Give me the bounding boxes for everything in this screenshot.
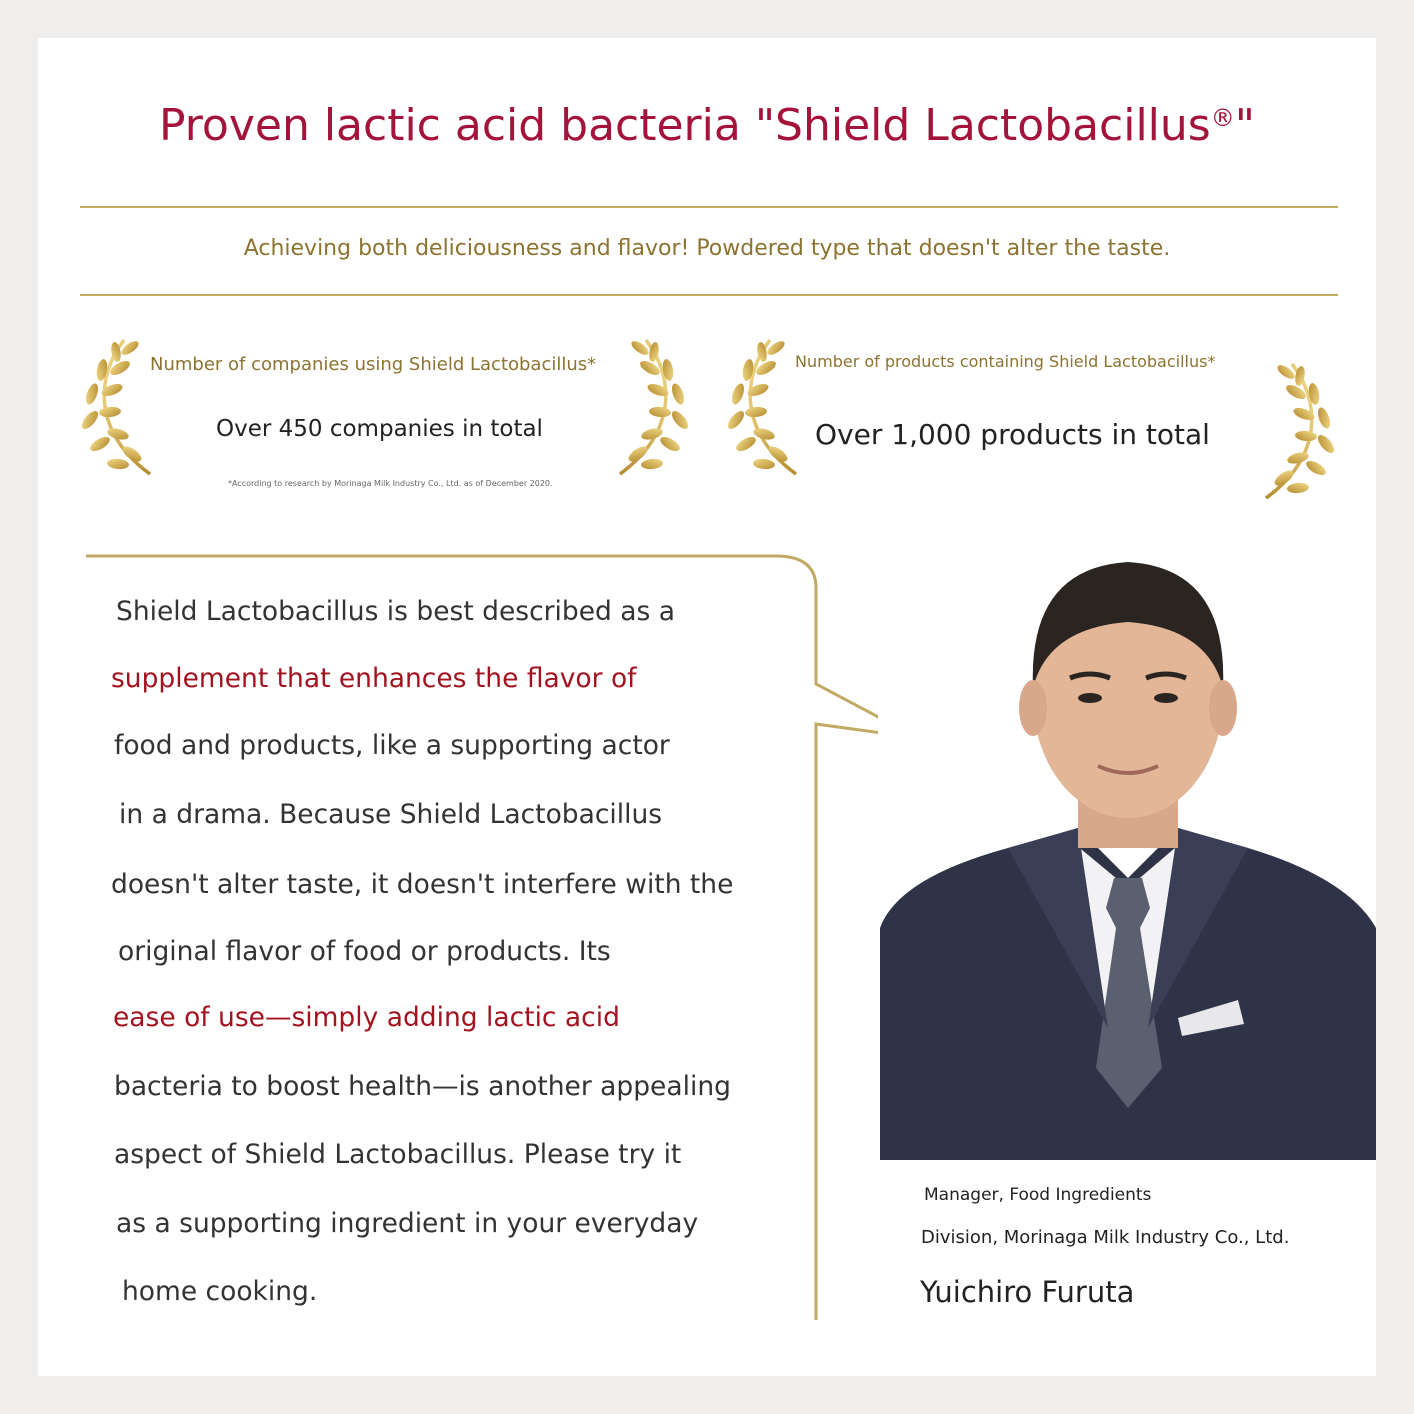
quote-line: Shield Lactobacillus is best described as a [116, 596, 675, 627]
divider-top [80, 206, 1338, 208]
laurel-wreath-icon [78, 336, 158, 480]
quote-line: doesn't alter taste, it doesn't interfere with the [111, 869, 734, 900]
laurel-wreath-icon [612, 336, 692, 480]
quote-line: bacteria to boost health—is another appealing [114, 1071, 731, 1102]
person-role-line2: Division, Morinaga Milk Industry Co., Ltd. [921, 1227, 1290, 1248]
stat-products-value: Over 1,000 products in total [815, 418, 1210, 451]
quote-line-highlight: ease of use—simply adding lactic acid [113, 1002, 620, 1033]
person-role-line1: Manager, Food Ingredients [924, 1185, 1152, 1205]
quote-line: original flavor of food or products. Its [118, 936, 611, 967]
quote-line: aspect of Shield Lactobacillus. Please try it [114, 1139, 682, 1170]
divider-bottom [80, 294, 1338, 296]
stat-companies-label: Number of companies using Shield Lactobacillus* [150, 354, 597, 375]
stat-products-label: Number of products containing Shield Lactobacillus* [795, 352, 1216, 371]
laurel-wreath-icon [724, 336, 804, 480]
quote-line-highlight: supplement that enhances the flavor of [111, 663, 637, 694]
quote-line: home cooking. [122, 1276, 318, 1307]
laurel-wreath-icon [1258, 360, 1338, 504]
page-subtitle: Achieving both deliciousness and flavor! Powdered type that doesn't alter the taste. [243, 236, 1171, 261]
quote-line: food and products, like a supporting actor [114, 730, 670, 761]
page-title: Proven lactic acid bacteria "Shield Lactobacillus®" [159, 100, 1255, 151]
person-name: Yuichiro Furuta [920, 1275, 1135, 1309]
quote-line: in a drama. Because Shield Lactobacillus [119, 799, 663, 830]
quote-line: as a supporting ingredient in your everyday [116, 1208, 699, 1239]
person-photo [878, 548, 1376, 1160]
stat-footnote: *According to research by Morinaga Milk Industry Co., Ltd. as of December 2020. [228, 479, 553, 488]
stat-companies-value: Over 450 companies in total [216, 416, 543, 442]
